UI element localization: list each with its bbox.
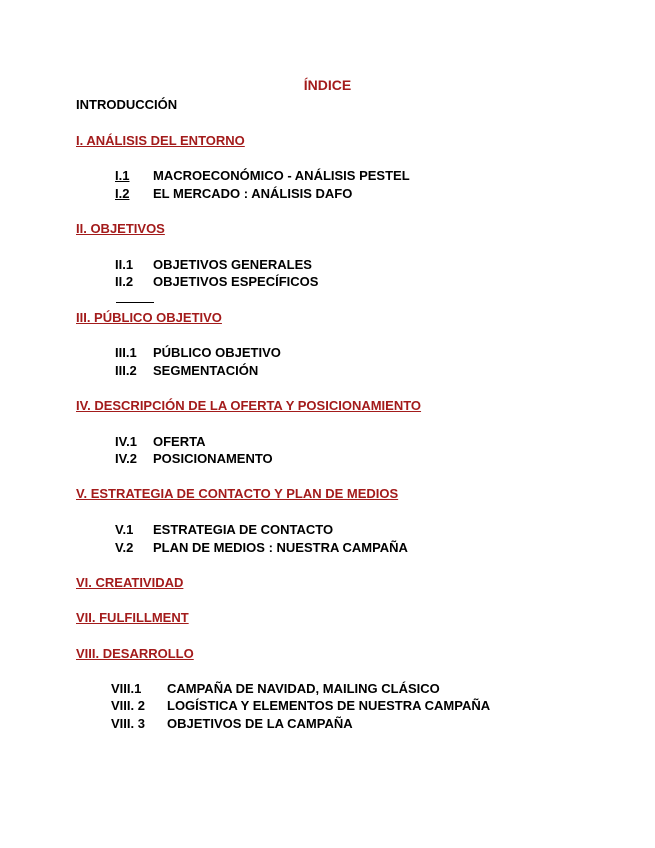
section-heading-2[interactable]: II. OBJETIVOS bbox=[76, 221, 165, 236]
toc-entry-1-1[interactable] bbox=[115, 168, 410, 184]
toc-entry-label: POSICIONAMENTO bbox=[153, 451, 273, 466]
toc-entry-number: VIII.1 bbox=[111, 681, 142, 696]
section-heading-1[interactable]: I. ANÁLISIS DEL ENTORNO bbox=[76, 133, 245, 148]
toc-entry-label: ESTRATEGIA DE CONTACTO bbox=[153, 522, 334, 537]
toc-entry-5-1[interactable] bbox=[115, 522, 333, 538]
toc-entry-number: III.2 bbox=[115, 363, 137, 378]
section-heading-4[interactable]: IV. DESCRIPCIÓN DE LA OFERTA Y POSICIONAMIENTO bbox=[76, 398, 422, 413]
section-heading-7[interactable]: VII. FULFILLMENT bbox=[76, 610, 189, 625]
toc-entry-number: V.2 bbox=[115, 540, 134, 555]
toc-entry-number: II.1 bbox=[115, 257, 134, 272]
intro-heading[interactable]: INTRODUCCIÓN bbox=[76, 97, 178, 112]
toc-entry-number: I.1 bbox=[115, 168, 130, 183]
toc-entry-label: SEGMENTACIÓN bbox=[153, 363, 259, 378]
toc-entry-4-2[interactable] bbox=[115, 451, 273, 467]
page-title: ÍNDICE bbox=[303, 77, 352, 93]
toc-entry-1-2[interactable] bbox=[115, 186, 352, 202]
toc-entry-4-1[interactable] bbox=[115, 434, 205, 450]
toc-entry-3-1[interactable] bbox=[115, 345, 281, 361]
toc-entry-number: IV.1 bbox=[115, 434, 137, 449]
stray-underline bbox=[116, 302, 154, 303]
toc-entry-label: OBJETIVOS DE LA CAMPAÑA bbox=[167, 716, 353, 731]
toc-entry-2-2[interactable] bbox=[115, 274, 318, 290]
toc-entry-label: OBJETIVOS ESPECÍFICOS bbox=[153, 274, 319, 289]
toc-entry-label: MACROECONÓMICO - ANÁLISIS PESTEL bbox=[153, 168, 410, 183]
section-heading-3[interactable]: III. PÚBLICO OBJETIVO bbox=[76, 310, 222, 325]
toc-entry-number: VIII. 3 bbox=[111, 716, 145, 731]
toc-entry-label: LOGÍSTICA Y ELEMENTOS DE NUESTRA CAMPAÑA bbox=[167, 698, 491, 713]
toc-entry-number: III.1 bbox=[115, 345, 137, 360]
toc-entry-label: CAMPAÑA DE NAVIDAD, MAILING CLÁSICO bbox=[167, 681, 440, 696]
toc-entry-8-1[interactable] bbox=[111, 681, 440, 697]
toc-entry-label: OFERTA bbox=[153, 434, 206, 449]
toc-entry-number: IV.2 bbox=[115, 451, 137, 466]
toc-entry-label: PÚBLICO OBJETIVO bbox=[153, 345, 281, 360]
toc-entry-number: VIII. 2 bbox=[111, 698, 145, 713]
toc-entry-8-3[interactable] bbox=[111, 716, 353, 732]
toc-entry-5-2[interactable] bbox=[115, 540, 408, 556]
section-heading-5[interactable]: V. ESTRATEGIA DE CONTACTO Y PLAN DE MEDIOS bbox=[76, 486, 399, 501]
toc-entry-8-2[interactable] bbox=[111, 698, 490, 714]
toc-entry-number: V.1 bbox=[115, 522, 134, 537]
toc-entry-3-2[interactable] bbox=[115, 363, 258, 379]
toc-entry-label: OBJETIVOS GENERALES bbox=[153, 257, 312, 272]
toc-entry-number: I.2 bbox=[115, 186, 130, 201]
section-heading-8[interactable]: VIII. DESARROLLO bbox=[76, 646, 194, 661]
toc-entry-2-1[interactable] bbox=[115, 257, 312, 273]
toc-entry-number: II.2 bbox=[115, 274, 134, 289]
section-heading-6[interactable]: VI. CREATIVIDAD bbox=[76, 575, 184, 590]
toc-entry-label: PLAN DE MEDIOS : NUESTRA CAMPAÑA bbox=[153, 540, 408, 555]
toc-entry-label: EL MERCADO : ANÁLISIS DAFO bbox=[153, 186, 353, 201]
